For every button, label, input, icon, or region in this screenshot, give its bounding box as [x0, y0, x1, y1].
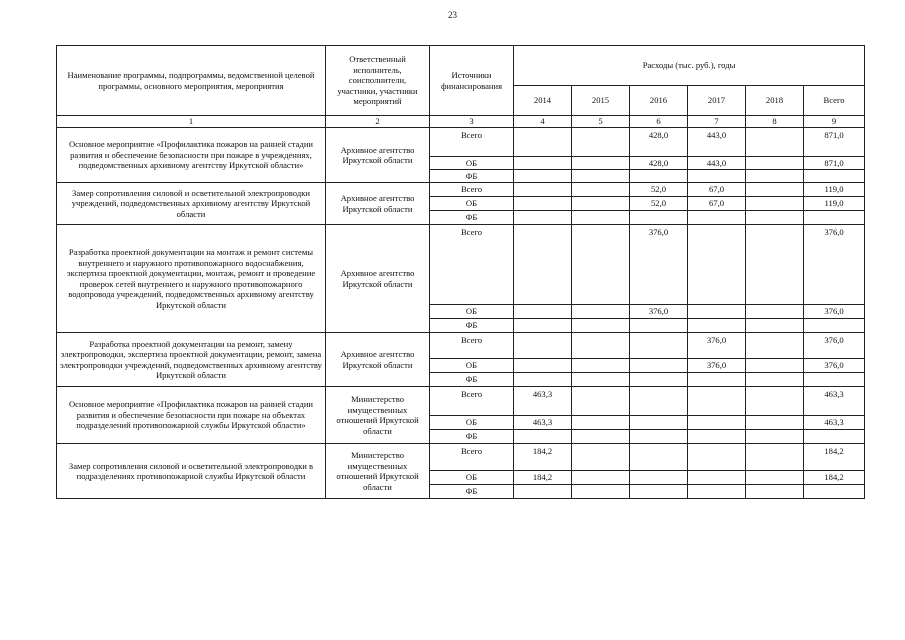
- amount-y2014: [514, 319, 572, 333]
- amount-y2015: [572, 170, 630, 183]
- amount-y2016: 376,0: [630, 225, 688, 305]
- amount-total: 376,0: [804, 333, 865, 359]
- header-year: 2018: [746, 86, 804, 116]
- amount-y2014: [514, 373, 572, 387]
- amount-total: [804, 485, 865, 499]
- table-row: [57, 387, 865, 416]
- amount-y2018: [746, 305, 804, 319]
- amount-y2016: [630, 387, 688, 416]
- funding-source: ОБ: [430, 197, 514, 211]
- amount-y2015: [572, 305, 630, 319]
- amount-total: 871,0: [804, 128, 865, 157]
- amount-y2014: [514, 305, 572, 319]
- amount-y2017: [688, 225, 746, 305]
- amount-y2015: [572, 225, 630, 305]
- column-number: 1: [57, 116, 326, 128]
- amount-y2016: [630, 471, 688, 485]
- amount-y2015: [572, 444, 630, 471]
- funding-source: ОБ: [430, 305, 514, 319]
- amount-y2015: [572, 387, 630, 416]
- amount-total: 119,0: [804, 197, 865, 211]
- amount-y2016: 52,0: [630, 183, 688, 197]
- funding-source: ОБ: [430, 416, 514, 430]
- budget-table: [56, 45, 865, 499]
- amount-total: 463,3: [804, 416, 865, 430]
- amount-total: 119,0: [804, 183, 865, 197]
- amount-total: 871,0: [804, 157, 865, 170]
- amount-y2014: 184,2: [514, 471, 572, 485]
- header-expenses: Расходы (тыс. руб.), годы: [514, 46, 865, 86]
- amount-y2014: [514, 485, 572, 499]
- amount-total: 184,2: [804, 471, 865, 485]
- amount-y2016: [630, 359, 688, 373]
- amount-y2018: [746, 485, 804, 499]
- amount-y2016: [630, 444, 688, 471]
- amount-total: 376,0: [804, 305, 865, 319]
- amount-y2014: [514, 333, 572, 359]
- amount-y2018: [746, 430, 804, 444]
- amount-y2014: 463,3: [514, 416, 572, 430]
- item-name: Разработка проектной документации на ремонт, замену электропроводки, экспертиза проектной документации, ремонт, замена электропроводки учреждений, подведомственных архивному агентству Иркутской области: [57, 333, 326, 387]
- item-responsible: Архивное агентство Иркутской области: [326, 128, 430, 183]
- amount-y2017: [688, 211, 746, 225]
- amount-y2014: 463,3: [514, 387, 572, 416]
- amount-y2015: [572, 197, 630, 211]
- funding-source: Всего: [430, 444, 514, 471]
- amount-y2014: 184,2: [514, 444, 572, 471]
- amount-y2015: [572, 157, 630, 170]
- amount-y2016: 428,0: [630, 128, 688, 157]
- amount-y2016: [630, 333, 688, 359]
- funding-source: Всего: [430, 225, 514, 305]
- table-row: [57, 183, 865, 197]
- funding-source: ФБ: [430, 373, 514, 387]
- funding-source: ФБ: [430, 211, 514, 225]
- amount-y2015: [572, 373, 630, 387]
- amount-y2015: [572, 430, 630, 444]
- amount-y2017: 376,0: [688, 333, 746, 359]
- amount-y2016: [630, 430, 688, 444]
- amount-total: 463,3: [804, 387, 865, 416]
- column-number: 4: [514, 116, 572, 128]
- amount-y2015: [572, 416, 630, 430]
- column-number: 2: [326, 116, 430, 128]
- amount-y2014: [514, 157, 572, 170]
- column-number: 7: [688, 116, 746, 128]
- column-number: 5: [572, 116, 630, 128]
- amount-y2017: [688, 416, 746, 430]
- amount-y2017: 443,0: [688, 128, 746, 157]
- item-responsible: Архивное агентство Иркутской области: [326, 333, 430, 387]
- table-row: [57, 128, 865, 157]
- amount-y2015: [572, 128, 630, 157]
- amount-y2016: [630, 211, 688, 225]
- header-sources: Источники финансирования: [430, 46, 514, 116]
- table-row: [57, 225, 865, 305]
- amount-y2017: [688, 430, 746, 444]
- amount-y2018: [746, 387, 804, 416]
- amount-y2018: [746, 373, 804, 387]
- amount-y2018: [746, 211, 804, 225]
- amount-total: [804, 373, 865, 387]
- table-row: [57, 333, 865, 359]
- amount-total: 184,2: [804, 444, 865, 471]
- amount-total: [804, 319, 865, 333]
- item-name: Разработка проектной документации на монтаж и ремонт системы внутреннего и наружного противопожарного водоснабжения, экспертиза проектной документации, монтаж, ремонт и проведение проверок сетей внутреннего и наружного противопожарного водопровода учреждений, подведомственных архивному агентству Иркутской области: [57, 225, 326, 333]
- column-number: 9: [804, 116, 865, 128]
- amount-total: 376,0: [804, 225, 865, 305]
- amount-y2015: [572, 319, 630, 333]
- amount-y2018: [746, 183, 804, 197]
- amount-y2014: [514, 430, 572, 444]
- amount-y2014: [514, 211, 572, 225]
- amount-y2017: [688, 319, 746, 333]
- amount-y2017: [688, 387, 746, 416]
- funding-source: Всего: [430, 183, 514, 197]
- header-year: 2014: [514, 86, 572, 116]
- amount-y2018: [746, 359, 804, 373]
- item-responsible: Архивное агентство Иркутской области: [326, 225, 430, 333]
- funding-source: ОБ: [430, 471, 514, 485]
- amount-y2014: [514, 128, 572, 157]
- column-number: 6: [630, 116, 688, 128]
- funding-source: ОБ: [430, 157, 514, 170]
- amount-y2014: [514, 183, 572, 197]
- amount-y2018: [746, 319, 804, 333]
- column-number: 3: [430, 116, 514, 128]
- funding-source: ФБ: [430, 430, 514, 444]
- header-responsible: Ответственный исполнитель, соисполнители, участники, участники мероприятий: [326, 46, 430, 116]
- amount-y2017: [688, 373, 746, 387]
- amount-total: [804, 430, 865, 444]
- item-responsible: Министерство имущественных отношений Иркутской области: [326, 387, 430, 444]
- header-year: 2016: [630, 86, 688, 116]
- amount-y2016: [630, 416, 688, 430]
- amount-y2017: [688, 444, 746, 471]
- funding-source: Всего: [430, 333, 514, 359]
- amount-y2018: [746, 197, 804, 211]
- amount-y2018: [746, 416, 804, 430]
- amount-y2017: 67,0: [688, 183, 746, 197]
- amount-y2017: 67,0: [688, 197, 746, 211]
- amount-y2016: [630, 170, 688, 183]
- header-year: 2015: [572, 86, 630, 116]
- amount-y2015: [572, 485, 630, 499]
- item-name: Замер сопротивления силовой и осветительной электропроводки в подразделениях противопожарной службы Иркутской области: [57, 444, 326, 499]
- amount-y2015: [572, 183, 630, 197]
- amount-total: 376,0: [804, 359, 865, 373]
- funding-source: ФБ: [430, 319, 514, 333]
- item-responsible: Министерство имущественных отношений Иркутской области: [326, 444, 430, 499]
- table-row: [57, 444, 865, 471]
- funding-source: Всего: [430, 128, 514, 157]
- amount-y2016: 428,0: [630, 157, 688, 170]
- amount-y2014: [514, 197, 572, 211]
- amount-total: [804, 211, 865, 225]
- amount-y2017: [688, 170, 746, 183]
- amount-y2018: [746, 157, 804, 170]
- amount-y2017: [688, 485, 746, 499]
- funding-source: ОБ: [430, 359, 514, 373]
- amount-y2018: [746, 444, 804, 471]
- amount-y2017: [688, 305, 746, 319]
- amount-y2017: [688, 471, 746, 485]
- amount-y2018: [746, 170, 804, 183]
- item-name: Замер сопротивления силовой и осветительной электропроводки учреждений, подведомственных архивному агентству Иркутской области: [57, 183, 326, 225]
- item-responsible: Архивное агентство Иркутской области: [326, 183, 430, 225]
- amount-y2015: [572, 333, 630, 359]
- amount-y2015: [572, 359, 630, 373]
- amount-y2015: [572, 211, 630, 225]
- item-name: Основное мероприятие «Профилактика пожаров на ранней стадии развития и обеспечение безопасности при пожаре на объектах подразделений противопожарной службы Иркутской области»: [57, 387, 326, 444]
- amount-y2018: [746, 471, 804, 485]
- funding-source: ФБ: [430, 170, 514, 183]
- funding-source: Всего: [430, 387, 514, 416]
- amount-y2016: 52,0: [630, 197, 688, 211]
- amount-y2014: [514, 359, 572, 373]
- page-number: 23: [448, 10, 457, 20]
- amount-y2017: 443,0: [688, 157, 746, 170]
- header-year: 2017: [688, 86, 746, 116]
- amount-y2018: [746, 333, 804, 359]
- amount-y2015: [572, 471, 630, 485]
- amount-y2018: [746, 128, 804, 157]
- header-name: Наименование программы, подпрограммы, ведомственной целевой программы, основного мероприятия, мероприятия: [57, 46, 326, 116]
- amount-y2016: [630, 485, 688, 499]
- amount-y2018: [746, 225, 804, 305]
- amount-y2017: 376,0: [688, 359, 746, 373]
- amount-y2016: [630, 373, 688, 387]
- column-number: 8: [746, 116, 804, 128]
- funding-source: ФБ: [430, 485, 514, 499]
- amount-y2016: [630, 319, 688, 333]
- header-total: Всего: [804, 86, 865, 116]
- item-name: Основное мероприятие «Профилактика пожаров на ранней стадии развития и обеспечение безопасности при пожаре в учреждениях, подведомственных архивному агентству Иркутской области»: [57, 128, 326, 183]
- amount-y2016: 376,0: [630, 305, 688, 319]
- amount-y2014: [514, 225, 572, 305]
- amount-total: [804, 170, 865, 183]
- amount-y2014: [514, 170, 572, 183]
